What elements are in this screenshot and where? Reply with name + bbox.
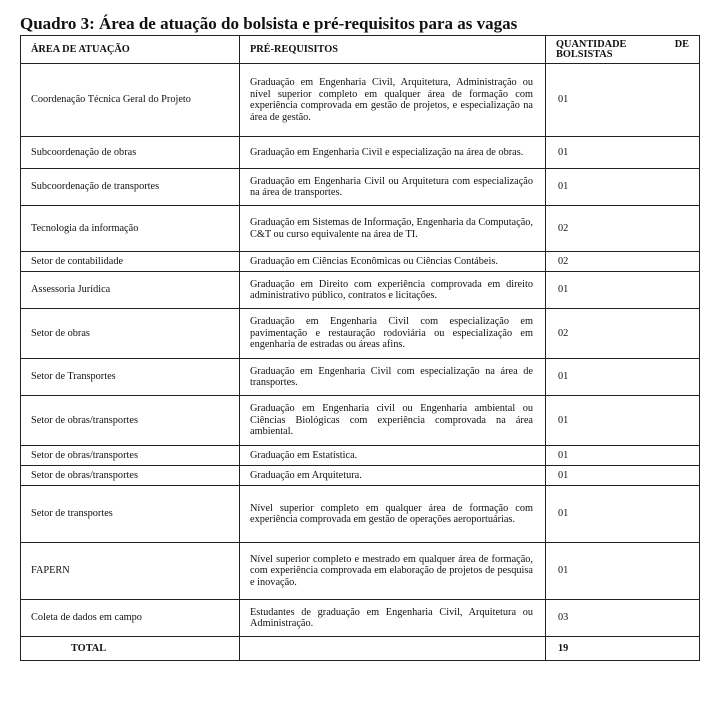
row-area: Assessoria Jurídica bbox=[21, 272, 240, 309]
table-row bbox=[21, 396, 700, 446]
row-area: Subcoordenação de transportes bbox=[21, 169, 240, 206]
row-prereq: Graduação em Engenharia Civil e especialização na área de obras. bbox=[240, 137, 546, 169]
header-quantity-line2: BOLSISTAS bbox=[556, 48, 613, 60]
table-title: Quadro 3: Área de atuação do bolsista e pré-requisitos para as vagas bbox=[20, 14, 518, 33]
row-prereq: Graduação em Ciências Econômicas ou Ciências Contábeis. bbox=[240, 252, 546, 272]
row-quantity: 01 bbox=[546, 466, 700, 486]
row-quantity: 01 bbox=[546, 446, 700, 466]
row-area: Setor de transportes bbox=[21, 486, 240, 543]
row-prereq: Graduação em Direito com experiência comprovada em direito administrativo público, contratos e licitações. bbox=[240, 272, 546, 309]
row-area: Setor de obras bbox=[21, 309, 240, 359]
row-quantity: 02 bbox=[546, 252, 700, 272]
header-quantity-word: QUANTIDADE bbox=[556, 38, 627, 50]
row-quantity: 03 bbox=[546, 600, 700, 637]
row-quantity: 01 bbox=[546, 396, 700, 446]
total-value: 19 bbox=[546, 637, 700, 661]
table-row bbox=[21, 309, 700, 359]
table-row bbox=[21, 137, 700, 169]
row-prereq: Graduação em Engenharia Civil com especialização em pavimentação e restauração rodoviária ou especialização em engenharia de estradas ou áreas afins. bbox=[240, 309, 546, 359]
header-area: ÁREA DE ATUAÇÃO bbox=[21, 36, 240, 64]
row-prereq: Nível superior completo e mestrado em qualquer área de formação, com experiência comprovada em elaboração de projetos de pesquisa e inovação. bbox=[240, 543, 546, 600]
row-prereq: Graduação em Engenharia civil ou Engenharia ambiental ou Ciências Biológicas com experiência comprovada na área ambiental. bbox=[240, 396, 546, 446]
row-quantity: 01 bbox=[546, 543, 700, 600]
row-prereq: Graduação em Engenharia Civil ou Arquitetura com especialização na área de transportes. bbox=[240, 169, 546, 206]
row-area: Setor de Transportes bbox=[21, 359, 240, 396]
row-quantity: 01 bbox=[546, 272, 700, 309]
table-row bbox=[21, 252, 700, 272]
row-quantity: 02 bbox=[546, 309, 700, 359]
row-area: Setor de contabilidade bbox=[21, 252, 240, 272]
table-row bbox=[21, 600, 700, 637]
header-quantity-de: DE bbox=[674, 38, 689, 50]
total-row bbox=[21, 637, 700, 661]
row-quantity: 02 bbox=[546, 206, 700, 252]
row-prereq: Graduação em Engenharia Civil com especialização na área de transportes. bbox=[240, 359, 546, 396]
table-row bbox=[21, 206, 700, 252]
table-row bbox=[21, 446, 700, 466]
table-header-row bbox=[21, 36, 700, 64]
row-quantity: 01 bbox=[546, 137, 700, 169]
row-area: Setor de obras/transportes bbox=[21, 446, 240, 466]
row-area: Coleta de dados em campo bbox=[21, 600, 240, 637]
table-row bbox=[21, 169, 700, 206]
row-prereq: Graduação em Sistemas de Informação, Engenharia da Computação, C&T ou curso equivalente na área de TI. bbox=[240, 206, 546, 252]
table-row bbox=[21, 543, 700, 600]
table-row bbox=[21, 486, 700, 543]
vacancy-table bbox=[20, 35, 700, 661]
row-area: FAPERN bbox=[21, 543, 240, 600]
table-row bbox=[21, 466, 700, 486]
table-row bbox=[21, 359, 700, 396]
row-prereq: Graduação em Estatística. bbox=[240, 446, 546, 466]
row-quantity: 01 bbox=[546, 64, 700, 137]
row-quantity: 01 bbox=[546, 359, 700, 396]
total-spacer bbox=[240, 637, 546, 661]
row-area: Subcoordenação de obras bbox=[21, 137, 240, 169]
row-area: Setor de obras/transportes bbox=[21, 466, 240, 486]
row-quantity: 01 bbox=[546, 486, 700, 543]
total-label: TOTAL bbox=[21, 637, 240, 661]
row-area: Tecnologia da informação bbox=[21, 206, 240, 252]
table-row bbox=[21, 272, 700, 309]
row-area: Setor de obras/transportes bbox=[21, 396, 240, 446]
header-prereq: PRÉ-REQUISITOS bbox=[240, 36, 546, 64]
row-prereq: Nível superior completo em qualquer área de formação com experiência comprovada em gestão de operações aeroportuárias. bbox=[240, 486, 546, 543]
row-prereq: Estudantes de graduação em Engenharia Civil, Arquitetura ou Administração. bbox=[240, 600, 546, 637]
row-prereq: Graduação em Engenharia Civil, Arquitetura, Administração ou nível superior completo em qualquer área de formação com experiência comprovada em gestão de projetos, e especialização na área de gestão. bbox=[240, 64, 546, 137]
row-quantity: 01 bbox=[546, 169, 700, 206]
header-quantity bbox=[546, 36, 700, 64]
row-prereq: Graduação em Arquitetura. bbox=[240, 466, 546, 486]
table-row bbox=[21, 64, 700, 137]
row-area: Coordenação Técnica Geral do Projeto bbox=[21, 64, 240, 137]
